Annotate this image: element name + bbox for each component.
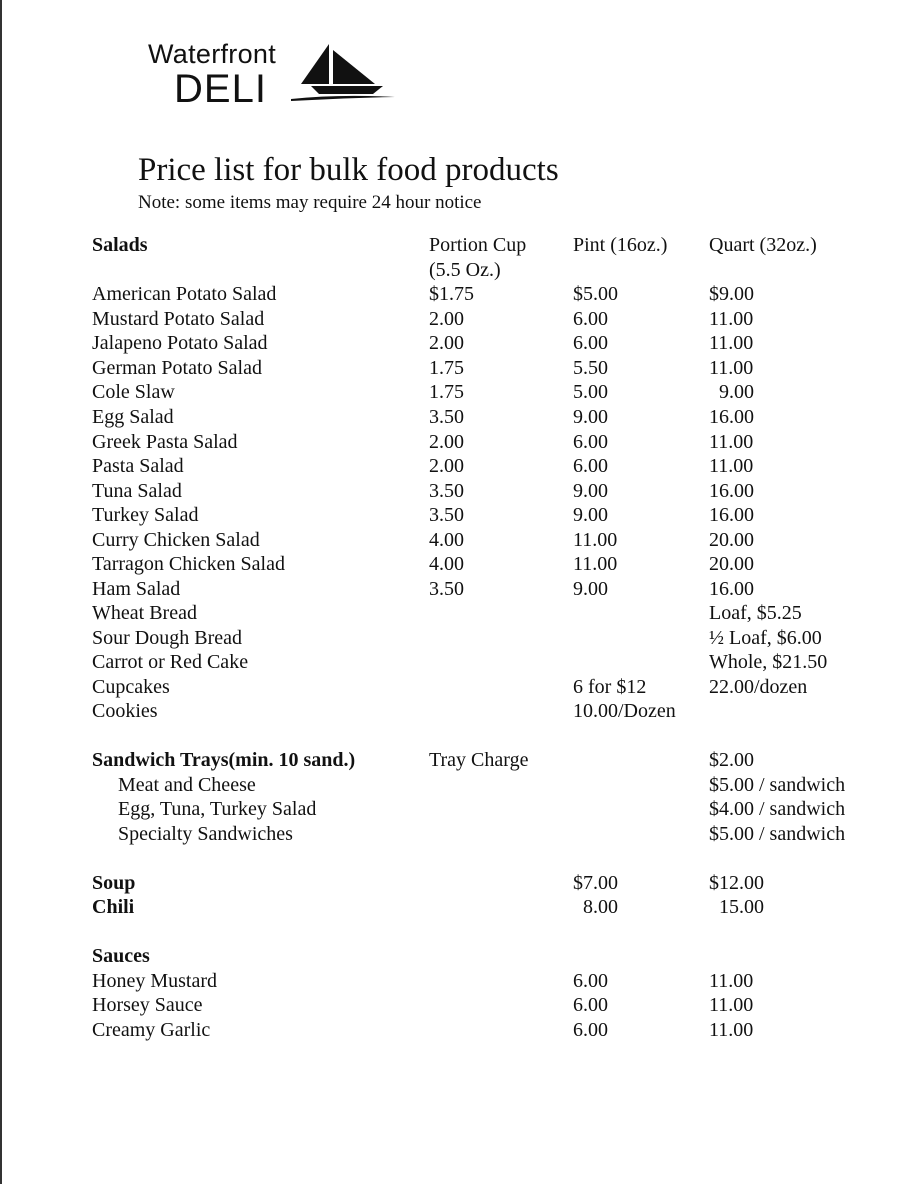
item-name: Ham Salad [92,578,181,600]
sauce-name: Honey Mustard [92,970,217,992]
sandwich-price: $5.00 / sandwich [709,774,846,796]
table-row [0,822,900,847]
salads-header-row [0,233,900,258]
portion-price: 2.00 [429,431,464,453]
table-row [0,993,900,1018]
pint-price: 9.00 [573,504,608,526]
quart-price: $12.00 [709,872,764,894]
table-row [0,797,900,822]
quart-price: 9.00 [709,381,754,403]
pint-price: 10.00/Dozen [573,700,676,722]
tray-charge-label: Tray Charge [429,749,529,771]
pint-price: 5.50 [573,357,608,379]
pint-price: 6.00 [573,308,608,330]
quart-price: 16.00 [709,578,754,600]
table-row [0,528,900,553]
notice-text: Note: some items may require 24 hour notice [138,192,482,213]
portion-price: 4.00 [429,553,464,575]
table-row [0,871,900,896]
item-name: American Potato Salad [92,283,277,305]
item-name: Cole Slaw [92,381,175,403]
table-row [0,430,900,455]
pint-price: 9.00 [573,578,608,600]
item-name: Turkey Salad [92,504,199,526]
quart-price: Whole, $21.50 [709,651,828,673]
sailboat-icon [283,40,399,104]
quart-price: 11.00 [709,431,754,453]
portion-price: 3.50 [429,480,464,502]
portion-price: 1.75 [429,357,464,379]
table-row [0,405,900,430]
table-row [0,454,900,479]
pint-price: 9.00 [573,480,608,502]
item-name: Egg Salad [92,406,174,428]
sandwich-name: Egg, Tuna, Turkey Salad [118,798,317,820]
table-row [0,626,900,651]
pint-price: 11.00 [573,529,618,551]
item-name: Mustard Potato Salad [92,308,265,330]
table-row [0,380,900,405]
quart-price: Loaf, $5.25 [709,602,802,624]
quart-price: 11.00 [709,308,754,330]
item-name: Carrot or Red Cake [92,651,249,673]
table-row [0,1018,900,1043]
sauce-name: Creamy Garlic [92,1019,211,1041]
quart-price: ½ Loaf, $6.00 [709,627,822,649]
table-row [0,601,900,626]
item-name: Wheat Bread [92,602,197,624]
pint-price: 6.00 [573,431,608,453]
quart-price: 20.00 [709,553,754,575]
sandwich-price: $5.00 / sandwich [709,823,846,845]
pint-price: 6.00 [573,332,608,354]
item-name: Tuna Salad [92,480,182,502]
quart-price: 20.00 [709,529,754,551]
pint-price: $5.00 [573,283,618,305]
quart-price: 15.00 [709,896,764,918]
pint-price: 6.00 [573,970,608,992]
column-portion-cup: Portion Cup [429,234,527,256]
portion-price: 2.00 [429,308,464,330]
column-quart: Quart (32oz.) [709,234,817,256]
chili-heading: Chili [92,896,135,918]
quart-price: 11.00 [709,357,754,379]
table-row [0,699,900,724]
quart-price: 11.00 [709,1019,754,1041]
quart-price: 11.00 [709,332,754,354]
table-row [0,503,900,528]
item-name: Pasta Salad [92,455,184,477]
sandwich-trays-heading: Sandwich Trays(min. 10 sand.) [92,749,356,771]
quart-price: 16.00 [709,504,754,526]
table-row [0,552,900,577]
quart-price: 11.00 [709,455,754,477]
table-row [0,356,900,381]
soup-heading: Soup [92,872,136,894]
sandwich-trays-header-row [0,748,900,773]
item-name: German Potato Salad [92,357,262,379]
quart-price: 16.00 [709,480,754,502]
logo-line-1: Waterfront [148,39,277,69]
table-row [0,307,900,332]
quart-price: 11.00 [709,994,754,1016]
sauce-name: Horsey Sauce [92,994,203,1016]
column-pint: Pint (16oz.) [573,234,668,256]
tray-charge-price: $2.00 [709,749,754,771]
item-name: Sour Dough Bread [92,627,242,649]
page-title: Price list for bulk food products [138,152,559,188]
portion-price: 3.50 [429,578,464,600]
sauces-header-row [0,944,900,969]
table-row [0,577,900,602]
portion-price: 3.50 [429,406,464,428]
logo [148,38,408,118]
sandwich-price: $4.00 / sandwich [709,798,846,820]
table-row [0,650,900,675]
portion-price: 2.00 [429,455,464,477]
quart-price: 16.00 [709,406,754,428]
pint-price: 11.00 [573,553,618,575]
sandwich-name: Meat and Cheese [118,774,256,796]
column-portion-size: (5.5 Oz.) [429,259,501,281]
pint-price: 5.00 [573,381,608,403]
table-row [0,282,900,307]
table-row [0,675,900,700]
portion-price: 3.50 [429,504,464,526]
table-row [0,969,900,994]
pint-price: 9.00 [573,406,608,428]
portion-price: 2.00 [429,332,464,354]
item-name: Cookies [92,700,158,722]
table-row [0,479,900,504]
item-name: Greek Pasta Salad [92,431,238,453]
table-row [0,331,900,356]
quart-price: 11.00 [709,970,754,992]
portion-price: 1.75 [429,381,464,403]
pint-price: 8.00 [573,896,618,918]
portion-price: $1.75 [429,283,474,305]
pint-price: 6.00 [573,994,608,1016]
item-name: Jalapeno Potato Salad [92,332,268,354]
table-row [0,773,900,798]
quart-price: 22.00/dozen [709,676,808,698]
quart-price: $9.00 [709,283,754,305]
item-name: Cupcakes [92,676,170,698]
sauces-heading: Sauces [92,945,150,967]
item-name: Tarragon Chicken Salad [92,553,285,575]
pint-price: $7.00 [573,872,618,894]
portion-price: 4.00 [429,529,464,551]
pint-price: 6.00 [573,1019,608,1041]
logo-line-2: DELI [174,67,267,111]
sandwich-name: Specialty Sandwiches [118,823,293,845]
item-name: Curry Chicken Salad [92,529,260,551]
table-row [0,895,900,920]
pint-price: 6.00 [573,455,608,477]
pint-price: 6 for $12 [573,676,647,698]
salads-heading: Salads [92,234,148,256]
